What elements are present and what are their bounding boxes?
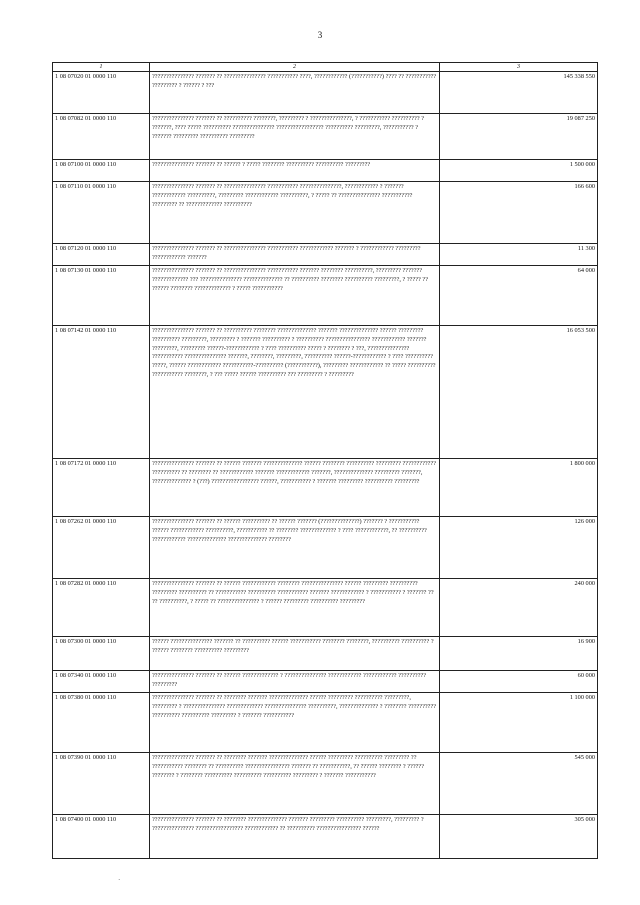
revenue-name-cell: ??????????????? ??????? ?? ?????????? ????????, ????????? ? ???????????????, ? ??????????? ?????????? ? ???????, ???? ????? ?????????? ??????????????? ????????????????? ?????????? ?????????, ??????????? ? ??????? ????????? ?????????? ????????? [150, 114, 440, 160]
revenue-name-cell: ??????????????? ??????? ?? ??????????????? ??????????? ????, ???????????? (???????????) ???? ?? ??????????? ????????? ? ?????? ? ??? [150, 72, 440, 114]
amount-cell: 16 900 [440, 637, 598, 671]
table-row [53, 517, 598, 579]
amount-cell: 126 000 [440, 517, 598, 579]
budget-code-cell: 1 08 07282 01 0000 110 [53, 579, 150, 637]
amount-cell: 1 100 000 [440, 693, 598, 753]
budget-code-cell: 1 08 07120 01 0000 110 [53, 244, 150, 266]
budget-code-cell: 1 08 07142 01 0000 110 [53, 326, 150, 459]
revenue-name-cell: ??????????????? ??????? ?? ??????????????? ??????????? ??????? ???????? ??????????, ????????? ??????? ????????????? ??? ??????????????? ?????????????? ?? ?????????? ???????? ?????????? ?????????, ? ????? ?? ?????? ???????? ????????????? ? ????? ??????????? [150, 266, 440, 326]
revenue-name-cell: ??????????????? ??????? ?? ???????? ?????????????? ??????? ????????? ?????????? ?????????, ????????? ? ??????????????? ????????????????? ???????????? ?? ?????????? ???????????????? ?????? [150, 815, 440, 859]
table-row [53, 637, 598, 671]
budget-code-cell: 1 08 07380 01 0000 110 [53, 693, 150, 753]
column-header-amount: 3 [440, 63, 598, 72]
table-row [53, 693, 598, 753]
revenue-name-cell: ??????????????? ??????? ?? ?????????? ???????? ?????????????? ??????? ?????????????? ?????? ????????? ?????????? ?????????, ????????? ? ??????? ?????????? ? ?????????? ???????????????? ???????????? ??????? ?????????, ????????? ??????-???????????? ? ???? ?????????? ????? ? ???????? ? ???, ??????????????? ??????????? ??????????????? ???????, ????????, ?????????, ?????????? ??????-???????????? ? ???? ?????????? ?????, ?????? ???????????? ???????????-?????????? (???????????), ????????? ???????????? ?? ????? ?????????? ??????????? ????????, ? ??? ????? ?????? ?????????? ??? ????????? ? ????????? [150, 326, 440, 459]
budget-code-cell: 1 08 07082 01 0000 110 [53, 114, 150, 160]
table-header-row [53, 63, 598, 72]
revenue-name-cell: ??????????????? ??????? ?? ???????? ??????? ?????????????? ?????? ????????? ?????????? ?????????, ????????? ? ??????????????? ????????????? ??????????????? ??????????, ?????????????? ? ???????? ?????????? ?????????? ?????????? ????????? ? ??????? ??????????? [150, 693, 440, 753]
amount-cell: 305 000 [440, 815, 598, 859]
budget-code-cell: 1 08 07340 01 0000 110 [53, 671, 150, 693]
amount-cell: 1 500 000 [440, 160, 598, 182]
revenue-name-cell: ??????????????? ??????? ?? ?????? ?????????? ?? ?????? ??????? (??????????????) ??????? ? ??????????? ?????? ???????????? ??????????, ??????????? ?? ???????? ????????????? ? ???? ????????????, ?? ?????????? ???????????? ?????????????? ?????????????? ???????? [150, 517, 440, 579]
column-header-name: 2 [150, 63, 440, 72]
column-header-code: 1 [53, 63, 150, 72]
amount-cell: 64 000 [440, 266, 598, 326]
revenue-name-cell: ?????? ??????????????? ??????? ?? ?????????? ?????? ??????????? ???????? ????????, ?????????? ?????????? ? ?????? ???????? ?????????? ????????? [150, 637, 440, 671]
table-row [53, 579, 598, 637]
revenue-name-cell: ??????????????? ??????? ?? ???????? ??????? ?????????????? ?????? ????????? ?????????? ????????? ?? ??????????? ???????? ?? ?????????? ???????????????? ??????? ?? ???????????, ?? ?????? ???????? ? ?????? ???????? ? ???????? ?????????? ?????????? ?????????? ????????? ? ??????? ??????????? [150, 753, 440, 815]
amount-cell: 16 053 500 [440, 326, 598, 459]
revenue-name-cell: ??????????????? ??????? ?? ?????? ???????????? ???????? ??????????????? ?????? ????????? ?????????? ????????? ?????????? ?? ??????????? ?????????? ??????????? ??????? ???????????? ? ??????????? ? ??????? ?? ?? ??????????, ? ????? ?? ??????????????? ? ?????? ????????? ?????????? ????????? [150, 579, 440, 637]
amount-cell: 545 000 [440, 753, 598, 815]
budget-code-cell: 1 08 07300 01 0000 110 [53, 637, 150, 671]
table-row [53, 459, 598, 517]
table-row [53, 671, 598, 693]
budget-code-cell: 1 08 07130 01 0000 110 [53, 266, 150, 326]
amount-cell: 1 800 000 [440, 459, 598, 517]
revenue-name-cell: ??????????????? ??????? ?? ?????? ? ????? ???????? ?????????? ?????????? ????????? [150, 160, 440, 182]
revenue-name-cell: ??????????????? ??????? ?? ?????? ????????????? ? ??????????????? ???????????? ???????????? ?????????? ????????? [150, 671, 440, 693]
page-number: 3 [317, 30, 323, 40]
amount-cell: 19 087 250 [440, 114, 598, 160]
table-row [53, 326, 598, 459]
revenue-name-cell: ??????????????? ??????? ?? ?????? ??????? ?????????????? ?????? ???????? ?????????? ????????? ???????????? ?????????? ?? ???????? ?? ???????????? ??????? ???????????? ???????, ?????????????? ????????? ???????, ?????????????? ? (???) ????????????????? ??????, ??????????? ? ??????? ????????? ?????????? ????????? [150, 459, 440, 517]
revenue-name-cell: ??????????????? ??????? ?? ??????????????? ??????????? ???????????? ??????? ? ???????????? ????????? ???????????? ??????? [150, 244, 440, 266]
budget-code-cell: 1 08 07172 01 0000 110 [53, 459, 150, 517]
amount-cell: 240 000 [440, 579, 598, 637]
budget-code-cell: 1 08 07390 01 0000 110 [53, 753, 150, 815]
budget-code-cell: 1 08 07262 01 0000 110 [53, 517, 150, 579]
revenue-name-cell: ??????????????? ??????? ?? ??????????????? ??????????? ???????????????, ???????????? ? ??????? ???????????? ??????????, ????????? ???????????? ??????????, ? ????? ?? ??????????????? ??????????? ????????? ?? ????????????? ?????????? [150, 182, 440, 244]
amount-cell: 166 600 [440, 182, 598, 244]
budget-code-cell: 1 08 07110 01 0000 110 [53, 182, 150, 244]
table-row [53, 160, 598, 182]
budget-code-cell: 1 08 07100 01 0000 110 [53, 160, 150, 182]
amount-cell: 11 300 [440, 244, 598, 266]
budget-code-cell: 1 08 07020 01 0000 110 [53, 72, 150, 114]
table-row [53, 266, 598, 326]
table-row [53, 244, 598, 266]
table-row [53, 72, 598, 114]
table-row [53, 815, 598, 859]
table-row [53, 182, 598, 244]
amount-cell: 145 338 550 [440, 72, 598, 114]
amount-cell: 60 000 [440, 671, 598, 693]
budget-revenue-table [52, 62, 598, 859]
table-row [53, 753, 598, 815]
scan-mark: · [118, 876, 121, 884]
table-row [53, 114, 598, 160]
budget-code-cell: 1 08 07400 01 0000 110 [53, 815, 150, 859]
